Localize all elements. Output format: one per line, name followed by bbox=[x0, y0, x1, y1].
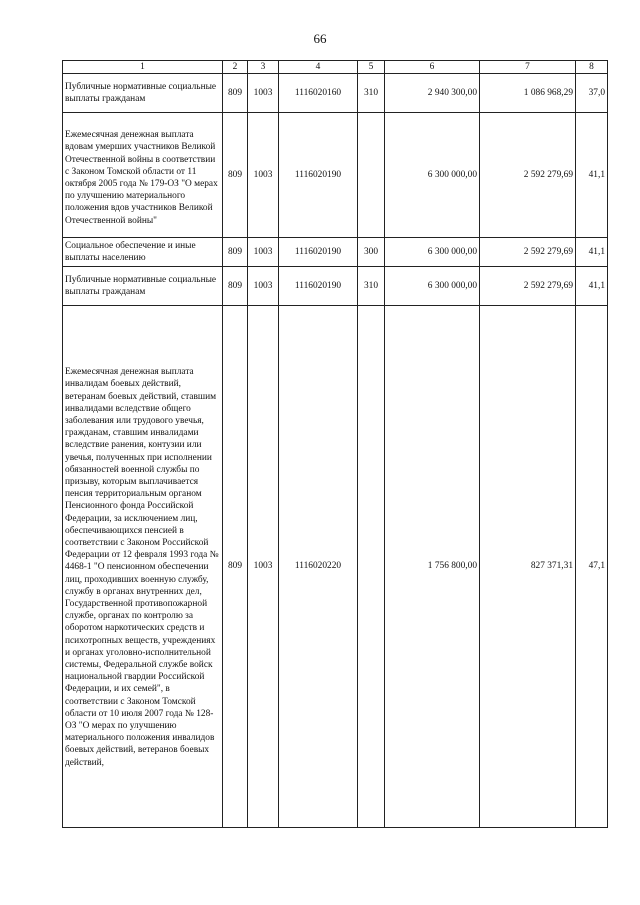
row-cell: 809 bbox=[223, 267, 248, 306]
row-cell: 2 940 300,00 bbox=[385, 74, 480, 113]
row-name: Ежемесячная денежная выплата инвалидам боевых действий, ветеранам боевых действий, ставшим инвалидами вследствие общего заболевания или трудового увечья, гражданам, ставшим инвалидами вследствие ранения, контузии или увечья, полученных при исполнении обязанностей военной службы по призыву, которым выплачивается пенсия территориальным органом Пенсионного фонда Российской Федерации, за исключением лиц, обеспечивающихся пенсией в соответствии с Законом Российской Федерации от 12 февраля 1993 года № 4468-1 "О пенсионном обеспечении лиц, проходивших военную службу, службу в органах внутренних дел, Государственной противопожарной службе, органах по контролю за оборотом наркотических средств и психотропных веществ, учреждениях и органах уголовно-исполнительной системы, Федеральной службе войск национальной гвардии Российской Федерации, и их семей", в соответствии с Законом Томской области от 10 июля 2007 года № 128-ОЗ "О мерах по улучшению материального положения инвалидов боевых действий, ветеранов боевых действий, bbox=[63, 306, 223, 828]
column-header: 7 bbox=[480, 61, 576, 74]
column-header: 5 bbox=[358, 61, 385, 74]
row-cell: 1116020190 bbox=[279, 238, 358, 267]
table-row bbox=[63, 74, 608, 113]
row-cell: 37,0 bbox=[576, 74, 608, 113]
row-cell: 2 592 279,69 bbox=[480, 238, 576, 267]
table-row bbox=[63, 113, 608, 238]
row-cell: 6 300 000,00 bbox=[385, 267, 480, 306]
row-name: Публичные нормативные социальные выплаты гражданам bbox=[63, 74, 223, 113]
row-cell: 310 bbox=[358, 267, 385, 306]
row-cell: 1 756 800,00 bbox=[385, 306, 480, 828]
column-header: 1 bbox=[63, 61, 223, 74]
row-cell: 827 371,31 bbox=[480, 306, 576, 828]
budget-table bbox=[62, 60, 608, 828]
row-cell: 2 592 279,69 bbox=[480, 113, 576, 238]
row-cell: 1 086 968,29 bbox=[480, 74, 576, 113]
column-header: 2 bbox=[223, 61, 248, 74]
row-cell: 300 bbox=[358, 238, 385, 267]
row-cell: 1116020220 bbox=[279, 306, 358, 828]
row-cell: 809 bbox=[223, 238, 248, 267]
row-cell bbox=[358, 113, 385, 238]
row-cell: 1003 bbox=[248, 74, 279, 113]
table-row bbox=[63, 267, 608, 306]
page-number: 66 bbox=[313, 31, 327, 46]
row-cell: 1003 bbox=[248, 113, 279, 238]
row-cell: 1003 bbox=[248, 267, 279, 306]
row-cell bbox=[358, 306, 385, 828]
row-cell: 6 300 000,00 bbox=[385, 113, 480, 238]
row-name: Ежемесячная денежная выплата вдовам умерших участников Великой Отечественной войны в соответствии с Законом Томской области от 11 октября 2005 года № 179-ОЗ "О мерах по улучшению материального положения вдов участников Великой Отечественной войны" bbox=[63, 113, 223, 238]
row-cell: 2 592 279,69 bbox=[480, 267, 576, 306]
row-cell: 809 bbox=[223, 74, 248, 113]
row-cell: 6 300 000,00 bbox=[385, 238, 480, 267]
column-header: 6 bbox=[385, 61, 480, 74]
column-header: 8 bbox=[576, 61, 608, 74]
row-cell: 41,1 bbox=[576, 238, 608, 267]
row-cell: 1003 bbox=[248, 238, 279, 267]
column-header: 3 bbox=[248, 61, 279, 74]
row-cell: 41,1 bbox=[576, 113, 608, 238]
table-row bbox=[63, 238, 608, 267]
column-header: 4 bbox=[279, 61, 358, 74]
row-cell: 809 bbox=[223, 306, 248, 828]
row-cell: 809 bbox=[223, 113, 248, 238]
row-cell: 1116020190 bbox=[279, 113, 358, 238]
table-header-row bbox=[63, 61, 608, 74]
table-row bbox=[63, 306, 608, 828]
row-cell: 1003 bbox=[248, 306, 279, 828]
row-name: Социальное обеспечение и иные выплаты населению bbox=[63, 238, 223, 267]
row-cell: 1116020190 bbox=[279, 267, 358, 306]
row-cell: 47,1 bbox=[576, 306, 608, 828]
row-cell: 310 bbox=[358, 74, 385, 113]
row-cell: 1116020160 bbox=[279, 74, 358, 113]
row-cell: 41,1 bbox=[576, 267, 608, 306]
row-name: Публичные нормативные социальные выплаты гражданам bbox=[63, 267, 223, 306]
